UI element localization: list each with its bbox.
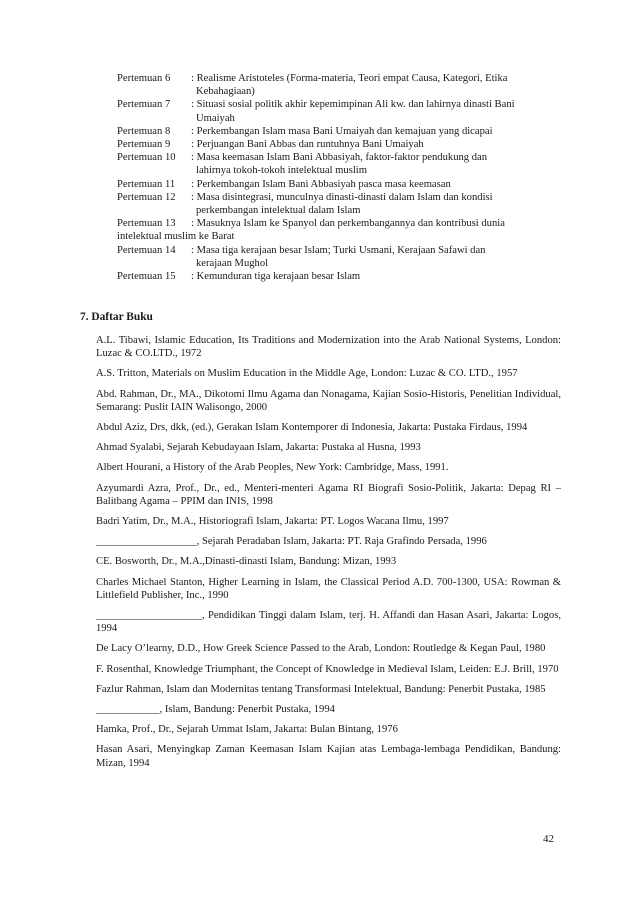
meeting-label: Pertemuan 8 — [117, 125, 171, 137]
bibliography-entry: Abd. Rahman, Dr., MA., Dikotomi Ilmu Agama dan Nonagama, Kajian Sosio-Historis, Penelitian Individual, Semarang: Puslit IAIN Walisongo, 2000 — [96, 388, 561, 413]
bibliography-entry: CE. Bosworth, Dr., M.A.,Dinasti-dinasti Islam, Bandung: Mizan, 1993 — [96, 556, 397, 568]
section-heading: 7. Daftar Buku — [80, 311, 153, 323]
meeting-row — [117, 178, 557, 191]
meeting-topic: : Realisme Aristoteles (Forma-materia, Teori empat Causa, Kategori, Etika — [191, 73, 508, 84]
meeting-label: Pertemuan 13 — [117, 218, 176, 230]
meeting-label: Pertemuan 12 — [117, 191, 176, 203]
bibliography-entry: F. Rosenthal, Knowledge Triumphant, the Concept of Knowledge in Medieval Islam, Leiden: E.J. Brill, 1970 — [96, 663, 559, 675]
meeting-label: Pertemuan 11 — [117, 178, 176, 190]
meeting-topic-cont: perkembangan intelektual dalam Islam — [196, 205, 361, 217]
meeting-schedule — [117, 72, 557, 283]
bibliography-entry: ____________, Islam, Bandung: Penerbit Pustaka, 1994 — [96, 704, 335, 716]
meeting-topic-cont: Kebahagiaan) — [196, 86, 255, 98]
meeting-row — [117, 125, 557, 138]
meeting-row — [117, 270, 557, 283]
bibliography-entry: ___________________, Sejarah Peradaban Islam, Jakarta: PT. Raja Grafindo Persada, 1996 — [96, 536, 487, 548]
meeting-row — [117, 151, 557, 177]
bibliography-entry: Badri Yatim, Dr., M.A., Historiografi Islam, Jakarta: PT. Logos Wacana Ilmu, 1997 — [96, 516, 449, 528]
bibliography-entry: ____________________, Pendidikan Tinggi dalam Islam, terj. H. Affandi dan Hasan Asari, Jakarta: Logos, 1994 — [96, 610, 561, 635]
meeting-row — [117, 138, 557, 151]
meeting-row — [117, 217, 557, 230]
meeting-label: Pertemuan 6 — [117, 73, 171, 84]
bibliography-entry: Hasan Asari, Menyingkap Zaman Keemasan Islam Kajian atas Lembaga-lembaga Pendidikan, Bandung: Mizan, 1994 — [96, 744, 561, 769]
meeting-row — [117, 72, 557, 98]
bibliography-entry: A.S. Tritton, Materials on Muslim Education in the Middle Age, London: Luzac & CO. LTD., 1957 — [96, 368, 518, 380]
meeting-topic-cont: lahirnya tokoh-tokoh intelektual muslim — [196, 165, 367, 177]
meeting-row — [117, 244, 557, 270]
meeting-topic-cont: Umaiyah — [196, 112, 235, 124]
meeting-row — [117, 98, 557, 124]
meeting-topic: : Masuknya Islam ke Spanyol dan perkembangannya dan kontribusi dunia — [191, 218, 505, 230]
meeting-topic-cont: kerajaan Mughol — [196, 257, 269, 269]
meeting-topic: : Masa tiga kerajaan besar Islam; Turki Usmani, Kerajaan Safawi dan — [191, 244, 486, 256]
bibliography-entry: Charles Michael Stanton, Higher Learning in Islam, the Classical Period A.D. 700-1300, USA: Rowman & Littlefield Publisher, Inc., 1990 — [96, 576, 561, 601]
meeting-topic: : Perjuangan Bani Abbas dan runtuhnya Bani Umaiyah — [191, 139, 424, 151]
bibliography-entry: Azyumardi Azra, Prof., Dr., ed., Menteri-menteri Agama RI Biografi Sosio-Politik, Jakarta: Depag RI – Balitbang Agama – PPIM dan INIS, 1998 — [96, 482, 561, 507]
meeting-label: Pertemuan 10 — [117, 152, 176, 164]
bibliography-entry: Albert Hourani, a History of the Arab Peoples, New York: Cambridge, Mass, 1991. — [96, 462, 449, 474]
bibliography-entry: A.L. Tibawi, Islamic Education, Its Traditions and Modernization into the Arab National Systems, London: Luzac & CO.LTD., 1972 — [96, 335, 561, 360]
bibliography-list — [96, 334, 561, 777]
meeting-topic-cont: intelektual muslim ke Barat — [117, 231, 235, 243]
bibliography-entry: Abdul Aziz, Drs, dkk, (ed.), Gerakan Islam Kontemporer di Indonesia, Jakarta: Pustaka Firdaus, 1994 — [96, 422, 528, 434]
bibliography-entry: Fazlur Rahman, Islam dan Modernitas tentang Transformasi Intelektual, Bandung: Penerbit Pustaka, 1985 — [96, 683, 546, 695]
meeting-topic: : Kemunduran tiga kerajaan besar Islam — [191, 271, 361, 283]
meeting-topic: : Situasi sosial politik akhir kepemimpinan Ali kw. dan lahirnya dinasti Bani — [191, 99, 515, 111]
meeting-label: Pertemuan 14 — [117, 244, 176, 256]
meeting-row — [117, 191, 557, 217]
meeting-topic: : Masa disintegrasi, munculnya dinasti-dinasti dalam Islam dan kondisi — [191, 191, 493, 203]
page-number: 42 — [543, 833, 554, 845]
bibliography-entry: Ahmad Syalabi, Sejarah Kebudayaan Islam, Jakarta: Pustaka al Husna, 1993 — [96, 442, 421, 454]
meeting-label: Pertemuan 7 — [117, 99, 171, 111]
meeting-label: Pertemuan 15 — [117, 271, 176, 283]
meeting-topic: : Perkembangan Islam Bani Abbasiyah pasca masa keemasan — [191, 178, 451, 190]
meeting-topic: : Masa keemasan Islam Bani Abbasiyah, faktor-faktor pendukung dan — [191, 152, 488, 164]
meeting-topic: : Perkembangan Islam masa Bani Umaiyah dan kemajuan yang dicapai — [191, 125, 493, 137]
bibliography-entry: De Lacy O’learny, D.D., How Greek Science Passed to the Arab, London: Routledge & Kegan Paul, 1980 — [96, 643, 546, 655]
bibliography-entry: Hamka, Prof., Dr., Sejarah Ummat Islam, Jakarta: Bulan Bintang, 1976 — [96, 724, 398, 736]
meeting-label: Pertemuan 9 — [117, 139, 171, 151]
